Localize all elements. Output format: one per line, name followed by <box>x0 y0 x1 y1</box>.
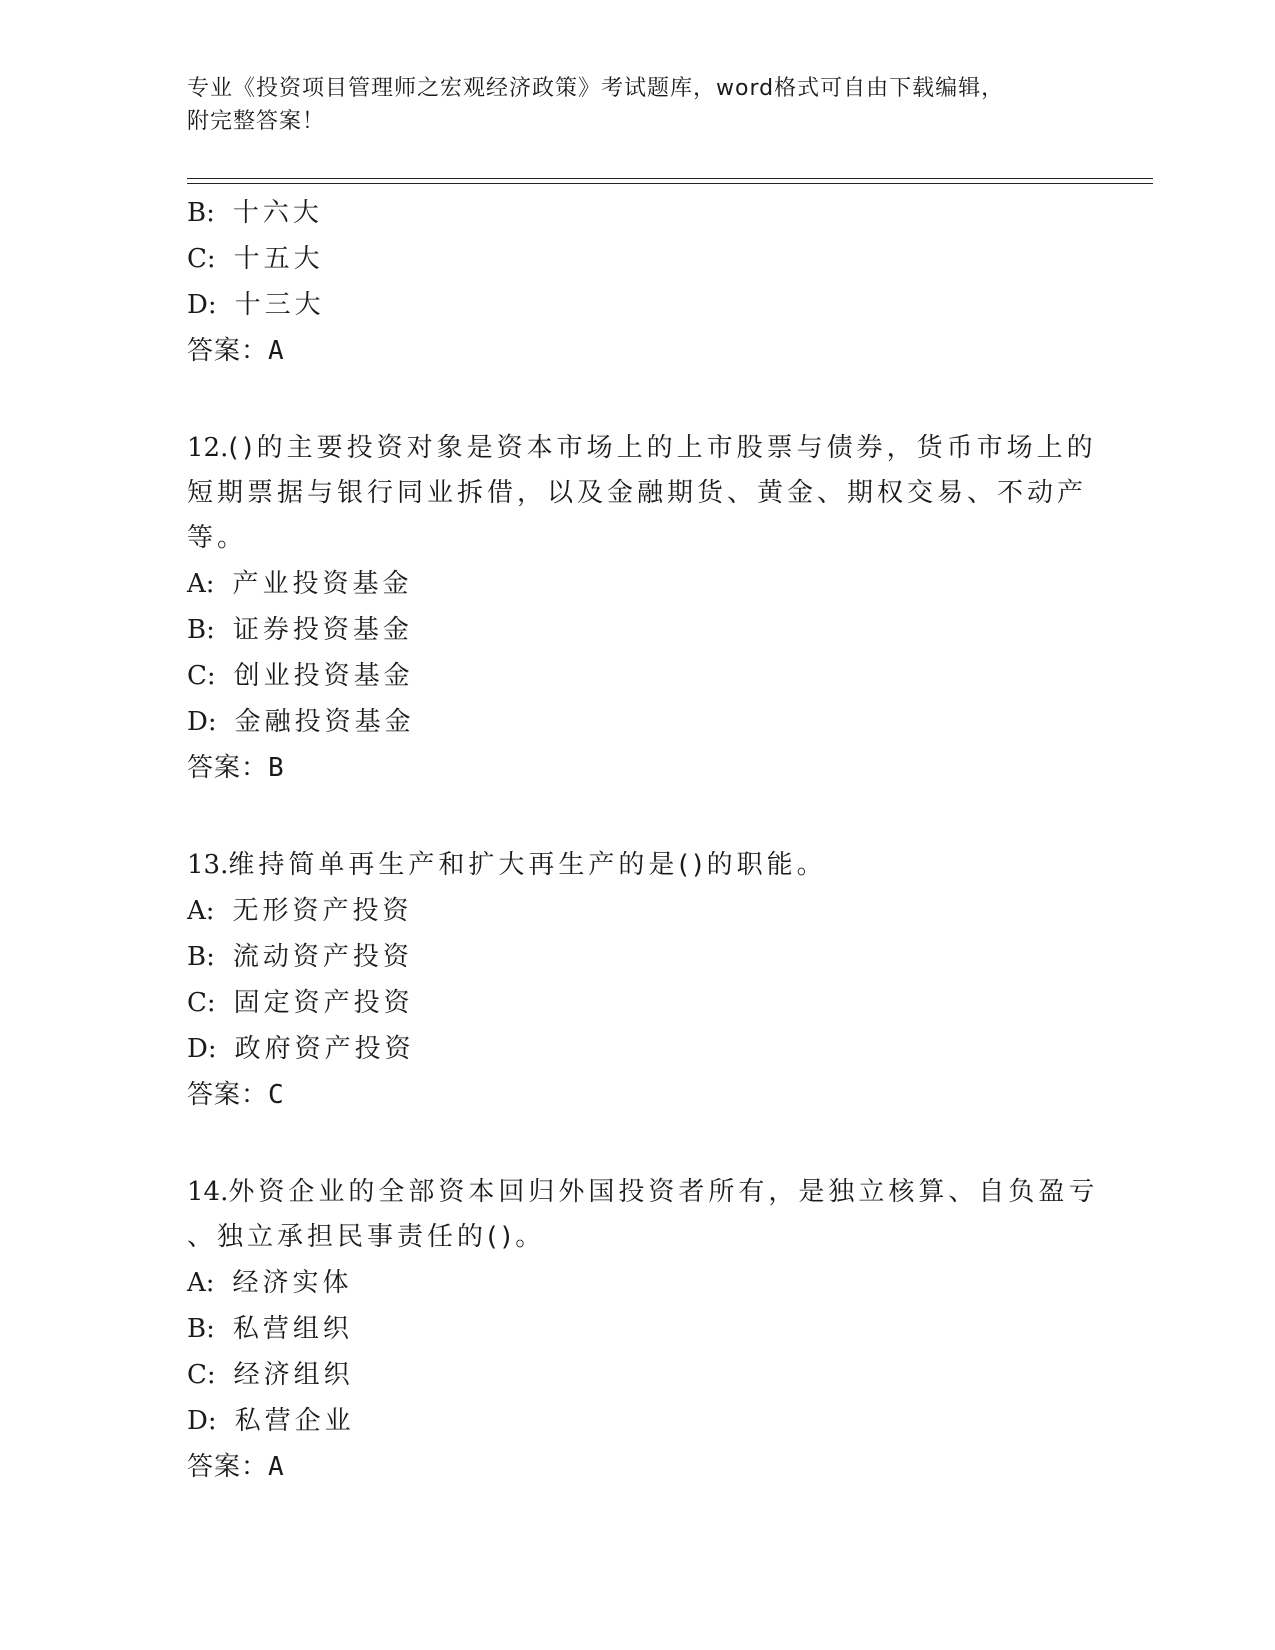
question-11-continued <box>187 190 1087 374</box>
document-header <box>187 72 1087 138</box>
header-line-1: 专业《投资项目管理师之宏观经济政策》考试题库，word格式可自由下载编辑， <box>187 76 1005 101</box>
option-b: B: 证券投资基金 <box>187 615 413 645</box>
question-12 <box>187 426 1097 791</box>
option-a: A: 无形资产投资 <box>187 896 413 926</box>
question-14 <box>187 1170 1099 1490</box>
option-b: B: 流动资产投资 <box>187 942 413 972</box>
question-number: 14. <box>187 1177 229 1207</box>
option-c: C: 经济组织 <box>187 1360 354 1390</box>
option-c: C: 创业投资基金 <box>187 661 414 691</box>
header-line-2: 附完整答案！ <box>187 109 326 134</box>
answer-line: 答案：C <box>187 1080 285 1110</box>
option-b: B: 十六大 <box>187 198 323 228</box>
answer-line: 答案：A <box>187 1452 285 1482</box>
header-divider-top <box>187 178 1153 179</box>
option-a: A: 经济实体 <box>187 1268 353 1298</box>
question-list <box>187 190 1099 1490</box>
answer-line: 答案：B <box>187 753 285 783</box>
option-a: A: 产业投资基金 <box>187 569 413 599</box>
answer-line: 答案：A <box>187 336 285 366</box>
question-stem: 13.维持简单再生产和扩大再生产的是()的职能。 <box>187 850 827 880</box>
option-b: B: 私营组织 <box>187 1314 353 1344</box>
option-d: D: 十三大 <box>187 290 325 320</box>
question-number: 13. <box>187 850 229 880</box>
header-divider-bottom <box>187 183 1153 184</box>
option-d: D: 私营企业 <box>187 1406 355 1436</box>
option-d: D: 政府资产投资 <box>187 1034 415 1064</box>
option-d: D: 金融投资基金 <box>187 707 415 737</box>
question-stem: 12.()的主要投资对象是资本市场上的上市股票与债券，货币市场上的 短期票据与银行同业拆借，以及金融期货、黄金、期权交易、不动产 等。 <box>187 433 1097 553</box>
question-number: 12. <box>187 433 229 463</box>
question-stem: 14.外资企业的全部资本回归外国投资者所有，是独立核算、自负盈亏 、独立承担民事责任的()。 <box>187 1177 1099 1252</box>
question-13 <box>187 843 1087 1118</box>
option-c: C: 十五大 <box>187 244 324 274</box>
option-c: C: 固定资产投资 <box>187 988 414 1018</box>
